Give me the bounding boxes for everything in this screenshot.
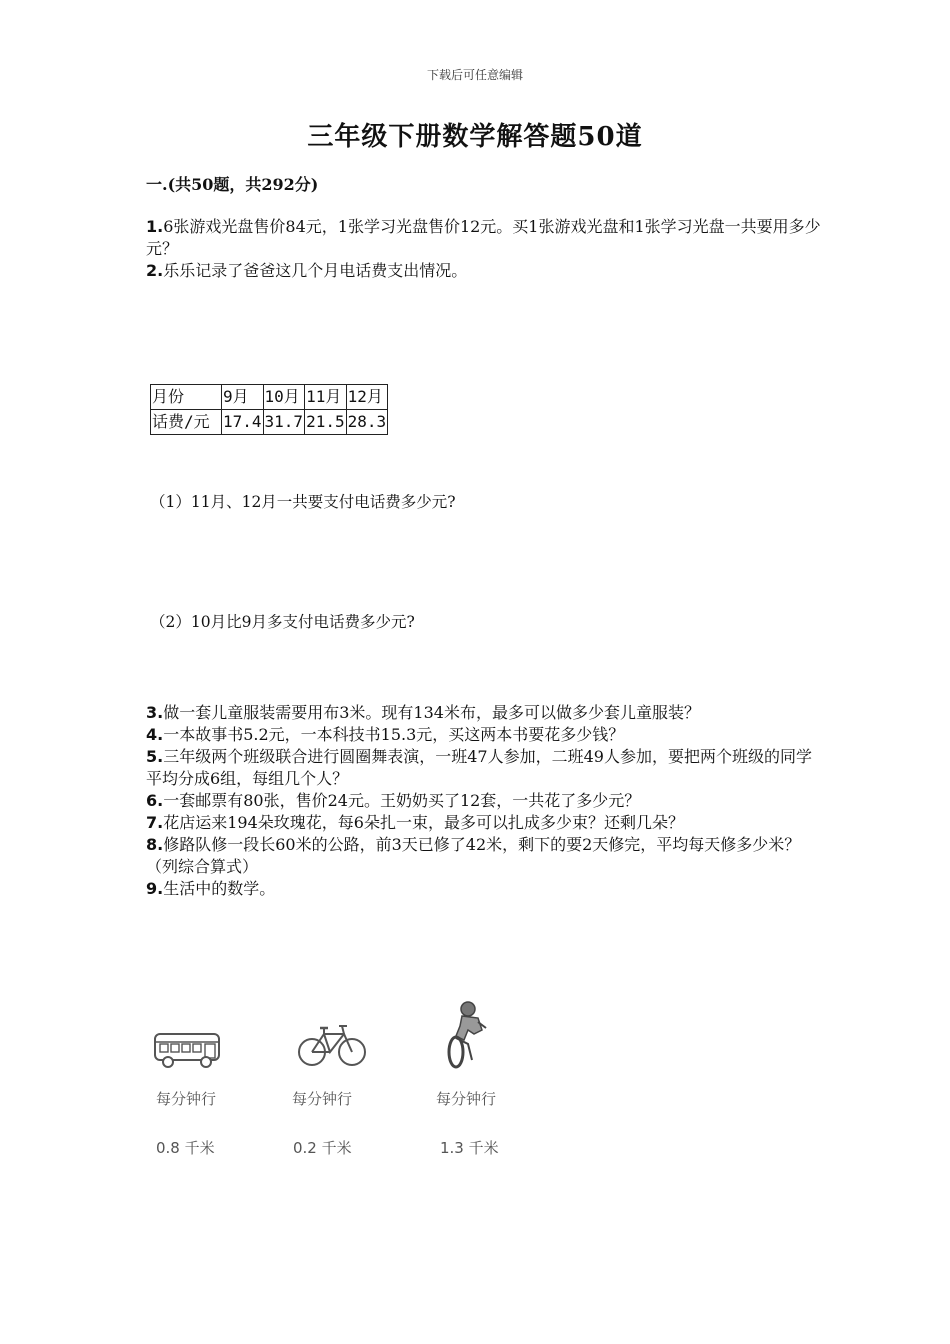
question-number: 4. — [146, 725, 164, 744]
question-2-part-2: （2）10月比9月多支付电话费多少元? — [150, 613, 415, 631]
question-text: 三年级两个班级联合进行圆圈舞表演，一班47人参加，二班49人参加，要把两个班级的同学平均分成6组，每组几个人？ — [146, 747, 812, 788]
table-row-values — [151, 410, 388, 435]
question-number: 6. — [146, 791, 164, 810]
table-cell: 11月 — [305, 385, 347, 410]
question-number: 5. — [146, 747, 164, 766]
motorcycle-icon — [438, 1000, 490, 1070]
vehicle-speed: 0.2 千米 — [293, 1139, 352, 1157]
question-7 — [146, 812, 826, 834]
vehicle-caption: 每分钟行 — [156, 1090, 217, 1108]
question-text: 生活中的数学。 — [163, 879, 276, 898]
question-text: 花店运来194朵玫瑰花，每6朵扎一束，最多可以扎成多少束？还剩几朵？ — [163, 813, 684, 832]
question-text: 乐乐记录了爸爸这几个月电话费支出情况。 — [163, 261, 468, 280]
question-text: 6张游戏光盘售价84元，1张学习光盘售价12元。买1张游戏光盘和1张学习光盘一共要用多少元？ — [146, 217, 821, 258]
table-cell: 月份 — [151, 385, 222, 410]
question-5 — [146, 746, 826, 790]
question-number: 1. — [146, 217, 164, 236]
question-text: 做一套儿童服装需要用布3米。现有134米布，最多可以做多少套儿童服装？ — [163, 703, 700, 722]
question-text: 一套邮票有80张，售价24元。王奶奶买了12套，一共花了多少元？ — [163, 791, 641, 810]
vehicle-speed: 1.3 千米 — [440, 1139, 499, 1157]
bicycle-icon — [296, 1020, 368, 1068]
page-title: 三年级下册数学解答题50道 — [307, 122, 643, 152]
question-4 — [146, 724, 826, 746]
table-cell: 17.4 — [222, 410, 264, 435]
table-cell: 话费/元 — [151, 410, 222, 435]
table-cell: 12月 — [346, 385, 388, 410]
question-8 — [146, 834, 826, 878]
vehicle-caption: 每分钟行 — [436, 1090, 497, 1108]
section-heading: 一.(共50题，共292分) — [146, 175, 319, 194]
question-2-part-1: （1）11月、12月一共要支付电话费多少元? — [150, 493, 456, 511]
question-2 — [146, 260, 826, 282]
bus-icon — [152, 1030, 224, 1070]
table-cell: 21.5 — [305, 410, 347, 435]
vehicle-caption: 每分钟行 — [292, 1090, 353, 1108]
question-1 — [146, 216, 826, 260]
table-cell: 10月 — [263, 385, 305, 410]
question-text: 修路队修一段长60米的公路，前3天已修了42米，剩下的要2天修完，平均每天修多少米？（列综合算式） — [146, 835, 801, 876]
question-number: 2. — [146, 261, 164, 280]
header-note: 下载后可任意编辑 — [426, 68, 523, 82]
table-cell: 31.7 — [263, 410, 305, 435]
phone-fee-table — [150, 384, 388, 435]
question-number: 9. — [146, 879, 164, 898]
vehicle-speed: 0.8 千米 — [156, 1139, 215, 1157]
question-number: 3. — [146, 703, 164, 722]
question-6 — [146, 790, 826, 812]
question-number: 8. — [146, 835, 164, 854]
table-cell: 28.3 — [346, 410, 388, 435]
question-9 — [146, 878, 826, 900]
question-3 — [146, 702, 826, 724]
table-row-header — [151, 385, 388, 410]
question-text: 一本故事书5.2元，一本科技书15.3元，买这两本书要花多少钱？ — [163, 725, 625, 744]
table-cell: 9月 — [222, 385, 264, 410]
question-number: 7. — [146, 813, 164, 832]
